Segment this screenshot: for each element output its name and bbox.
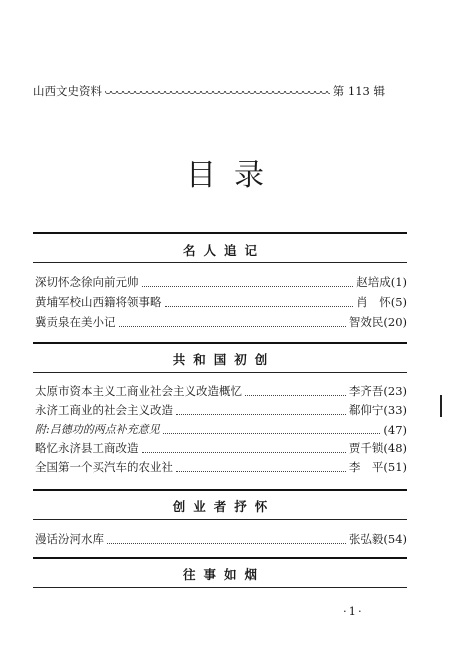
section-rule xyxy=(33,262,407,263)
series-name: 山西文史资料 xyxy=(33,84,102,98)
dot-leader xyxy=(119,325,346,327)
section-rule xyxy=(33,489,407,491)
entry-title: 冀贡泉在美小记 xyxy=(35,315,116,329)
dot-leader xyxy=(176,470,346,472)
entry-title: 太原市资本主义工商业社会主义改造概忆 xyxy=(35,384,242,398)
toc-entry[interactable] xyxy=(35,402,407,418)
dot-leader xyxy=(165,305,354,307)
entry-title: 略忆永济县工商改造 xyxy=(35,441,139,455)
dot-leader xyxy=(163,432,381,434)
toc-entry[interactable] xyxy=(35,421,407,437)
toc-entry[interactable] xyxy=(35,440,407,456)
entry-author-page: 智效民(20) xyxy=(348,315,407,329)
entry-title: 全国第一个买汽车的农业社 xyxy=(35,460,173,474)
page-number: ·1· xyxy=(343,604,364,618)
dot-leader xyxy=(107,542,346,544)
running-header xyxy=(33,82,385,100)
section-rule xyxy=(33,557,407,559)
toc-entry[interactable] xyxy=(35,294,407,310)
toc-entry[interactable] xyxy=(35,531,407,547)
entry-author-page: 李 平(51) xyxy=(348,460,407,474)
toc-entry[interactable] xyxy=(35,383,407,399)
margin-mark xyxy=(440,395,442,417)
entry-author-page: 张弘毅(54) xyxy=(348,532,407,546)
entry-title: 黄埔军校山西籍将领事略 xyxy=(35,295,162,309)
section-heading: 共和国初创 xyxy=(172,352,276,367)
page-title: 目录 xyxy=(186,158,282,193)
toc-entry[interactable] xyxy=(35,274,407,290)
section-heading: 往事如烟 xyxy=(182,567,265,582)
section-rule xyxy=(33,232,407,234)
section-rule xyxy=(33,342,407,344)
entry-author-page: 贾千锁(48) xyxy=(348,441,407,455)
section-rule xyxy=(33,372,407,373)
section-heading: 创业者抒怀 xyxy=(172,499,276,514)
section-rule xyxy=(33,519,407,520)
entry-author-page: 郗仰宁(33) xyxy=(348,403,407,417)
dot-leader xyxy=(142,285,354,287)
entry-author-page: 李齐吾(23) xyxy=(348,384,407,398)
dot-leader xyxy=(176,413,346,415)
section-heading: 名人追记 xyxy=(182,243,265,258)
volume-number: 第 113 辑 xyxy=(332,84,385,98)
entry-title: 深切怀念徐向前元帅 xyxy=(35,275,139,289)
dot-leader xyxy=(142,451,346,453)
toc-entry[interactable] xyxy=(35,459,407,475)
toc-entry[interactable] xyxy=(35,314,407,330)
section-rule xyxy=(33,587,407,588)
entry-title: 附:吕德功的两点补充意见 xyxy=(35,423,160,436)
entry-author-page: 赵培成(1) xyxy=(356,275,407,289)
entry-title: 漫话汾河水库 xyxy=(35,532,104,546)
entry-title: 永济工商业的社会主义改造 xyxy=(35,403,173,417)
entry-author-page: 肖 怀(5) xyxy=(356,295,407,309)
dot-leader xyxy=(245,394,346,396)
entry-author-page: (47) xyxy=(383,423,407,437)
wavy-rule xyxy=(105,88,330,94)
